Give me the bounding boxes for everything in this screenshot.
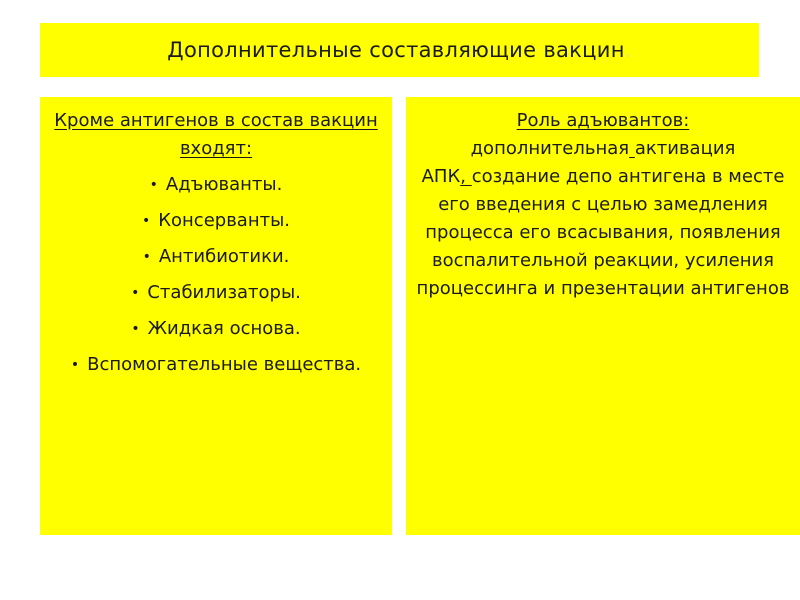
title-box xyxy=(40,23,759,77)
slide-title-dot: . xyxy=(624,38,632,62)
bullet-icon: • xyxy=(142,249,151,265)
adjuvant-role-line1-rest: активация xyxy=(634,138,736,159)
slide-title xyxy=(167,38,631,62)
list-item-text: Жидкая основа. xyxy=(147,318,301,339)
slide-title-text: Дополнительные составляющие вакцин xyxy=(167,38,625,62)
right-panel xyxy=(406,97,800,535)
list-item xyxy=(40,315,392,343)
adjuvant-role-heading: Роль адъювантов: xyxy=(516,110,690,131)
adjuvant-role-text xyxy=(406,107,800,303)
adjuvant-role-apk: АПК xyxy=(421,166,461,187)
list-item-text: Вспомогательные вещества. xyxy=(87,354,362,375)
list-item xyxy=(40,351,392,379)
bullet-icon: • xyxy=(149,177,158,193)
list-item xyxy=(40,207,392,235)
list-item xyxy=(40,171,392,199)
left-intro: Кроме антигенов в состав вакцин входят: xyxy=(54,110,378,159)
list-item-text: Адъюванты. xyxy=(165,174,283,195)
left-panel xyxy=(40,97,392,535)
bullet-icon: • xyxy=(141,213,151,229)
list-item-text: Антибиотики. xyxy=(158,246,290,267)
adjuvant-role-punct: , xyxy=(460,166,472,187)
bullet-icon: • xyxy=(131,321,140,337)
list-item-text: Консерванты. xyxy=(158,210,291,231)
list-item xyxy=(40,243,392,271)
adjuvant-role-rest: создание депо антигена в месте его введения с целью замедления процесса его всасывания, появления воспалительной реакции, усиления процессинга и презентации антигенов xyxy=(416,166,790,299)
bullet-icon: • xyxy=(70,357,80,373)
list-item xyxy=(40,279,392,307)
list-item-text: Стабилизаторы. xyxy=(147,282,301,303)
adjuvant-role-line1: дополнительная xyxy=(470,138,630,159)
components-list xyxy=(40,171,392,379)
bullet-icon: • xyxy=(131,285,140,301)
